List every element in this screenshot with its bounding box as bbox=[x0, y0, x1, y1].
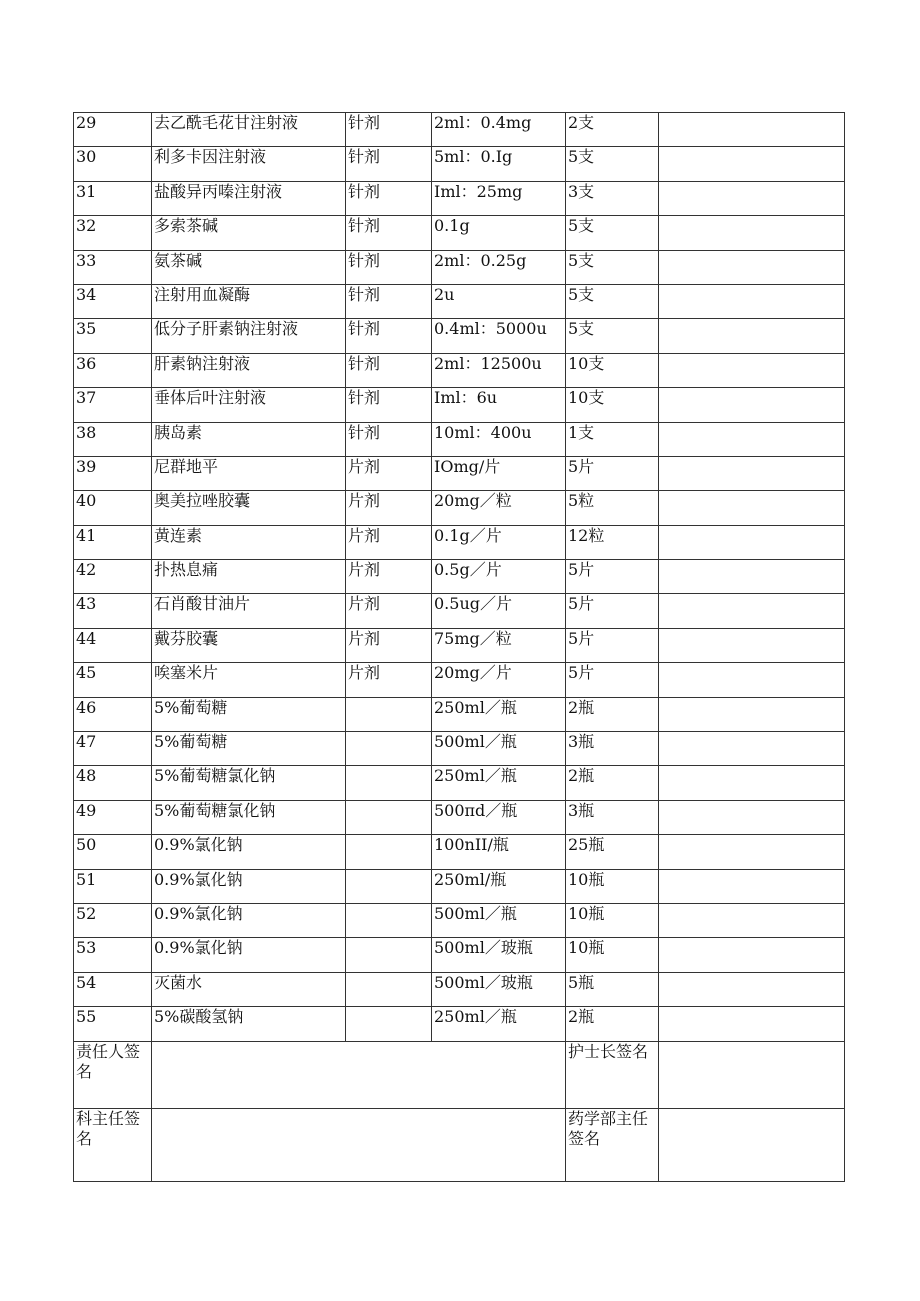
remarks-cell bbox=[659, 113, 845, 147]
dosage-form-cell: 片剂 bbox=[346, 456, 432, 490]
quantity-cell: 10瓶 bbox=[566, 938, 659, 972]
specification-cell: 0.1g bbox=[432, 216, 566, 250]
quantity-cell: 5片 bbox=[566, 594, 659, 628]
dosage-form-cell: 片剂 bbox=[346, 525, 432, 559]
row-number-cell: 41 bbox=[74, 525, 152, 559]
row-number-cell: 51 bbox=[74, 869, 152, 903]
dosage-form-cell bbox=[346, 1007, 432, 1041]
row-number-cell: 55 bbox=[74, 1007, 152, 1041]
drug-name-cell: 灭菌水 bbox=[152, 972, 346, 1006]
dosage-form-cell bbox=[346, 835, 432, 869]
remarks-cell bbox=[659, 835, 845, 869]
remarks-cell bbox=[659, 525, 845, 559]
quantity-cell: 3支 bbox=[566, 181, 659, 215]
quantity-cell: 2瓶 bbox=[566, 1007, 659, 1041]
quantity-cell: 5片 bbox=[566, 456, 659, 490]
remarks-cell bbox=[659, 353, 845, 387]
drug-name-cell: 盐酸异丙嗪注射液 bbox=[152, 181, 346, 215]
specification-cell: 250ml／瓶 bbox=[432, 697, 566, 731]
table-row bbox=[74, 697, 845, 731]
specification-cell: 250ml/瓶 bbox=[432, 869, 566, 903]
specification-cell: 2u bbox=[432, 284, 566, 318]
row-number-cell: 43 bbox=[74, 594, 152, 628]
remarks-cell bbox=[659, 147, 845, 181]
table-row bbox=[74, 732, 845, 766]
row-number-cell: 36 bbox=[74, 353, 152, 387]
specification-cell: 250ml／瓶 bbox=[432, 1007, 566, 1041]
dosage-form-cell: 片剂 bbox=[346, 560, 432, 594]
remarks-cell bbox=[659, 181, 845, 215]
specification-cell: 75mg／粒 bbox=[432, 628, 566, 662]
drug-name-cell: 扑热息痛 bbox=[152, 560, 346, 594]
specification-cell: 500ml／玻瓶 bbox=[432, 938, 566, 972]
dosage-form-cell: 针剂 bbox=[346, 216, 432, 250]
remarks-cell bbox=[659, 1007, 845, 1041]
drug-name-cell: 0.9%氯化钠 bbox=[152, 903, 346, 937]
drug-name-cell: 唉塞米片 bbox=[152, 663, 346, 697]
specification-cell: 100nII/瓶 bbox=[432, 835, 566, 869]
specification-cell: IOmg/片 bbox=[432, 456, 566, 490]
table-row bbox=[74, 560, 845, 594]
row-number-cell: 35 bbox=[74, 319, 152, 353]
row-number-cell: 38 bbox=[74, 422, 152, 456]
quantity-cell: 5支 bbox=[566, 250, 659, 284]
row-number-cell: 39 bbox=[74, 456, 152, 490]
remarks-cell bbox=[659, 491, 845, 525]
dosage-form-cell: 针剂 bbox=[346, 319, 432, 353]
row-number-cell: 29 bbox=[74, 113, 152, 147]
table-row bbox=[74, 628, 845, 662]
table-row bbox=[74, 250, 845, 284]
dosage-form-cell bbox=[346, 869, 432, 903]
remarks-cell bbox=[659, 628, 845, 662]
row-number-cell: 37 bbox=[74, 388, 152, 422]
remarks-cell bbox=[659, 800, 845, 834]
remarks-cell bbox=[659, 560, 845, 594]
dosage-form-cell bbox=[346, 903, 432, 937]
drug-name-cell: 戴芬胶囊 bbox=[152, 628, 346, 662]
quantity-cell: 5支 bbox=[566, 147, 659, 181]
table-row bbox=[74, 319, 845, 353]
remarks-cell bbox=[659, 422, 845, 456]
remarks-cell bbox=[659, 697, 845, 731]
row-number-cell: 34 bbox=[74, 284, 152, 318]
quantity-cell: 5片 bbox=[566, 628, 659, 662]
dosage-form-cell: 片剂 bbox=[346, 491, 432, 525]
row-number-cell: 33 bbox=[74, 250, 152, 284]
remarks-cell bbox=[659, 319, 845, 353]
specification-cell: 500πd／瓶 bbox=[432, 800, 566, 834]
specification-cell: 10ml：400u bbox=[432, 422, 566, 456]
row-number-cell: 31 bbox=[74, 181, 152, 215]
specification-cell: 20mg／粒 bbox=[432, 491, 566, 525]
drug-name-cell: 石肖酸甘油片 bbox=[152, 594, 346, 628]
row-number-cell: 44 bbox=[74, 628, 152, 662]
specification-cell: 500ml／瓶 bbox=[432, 903, 566, 937]
remarks-cell bbox=[659, 903, 845, 937]
remarks-cell bbox=[659, 732, 845, 766]
signature-section bbox=[74, 1041, 845, 1181]
dosage-form-cell: 针剂 bbox=[346, 181, 432, 215]
drug-name-cell: 胰岛素 bbox=[152, 422, 346, 456]
specification-cell: 20mg／片 bbox=[432, 663, 566, 697]
row-number-cell: 42 bbox=[74, 560, 152, 594]
dosage-form-cell bbox=[346, 697, 432, 731]
drug-table-body bbox=[74, 113, 845, 1042]
remarks-cell bbox=[659, 216, 845, 250]
quantity-cell: 5支 bbox=[566, 284, 659, 318]
quantity-cell: 3瓶 bbox=[566, 800, 659, 834]
remarks-cell bbox=[659, 250, 845, 284]
drug-name-cell: 注射用血凝酶 bbox=[152, 284, 346, 318]
quantity-cell: 12粒 bbox=[566, 525, 659, 559]
signature-row-2 bbox=[74, 1108, 845, 1181]
remarks-cell bbox=[659, 972, 845, 1006]
responsible-person-signature-label: 责任人签名 bbox=[74, 1041, 152, 1108]
row-number-cell: 48 bbox=[74, 766, 152, 800]
quantity-cell: 1支 bbox=[566, 422, 659, 456]
quantity-cell: 5粒 bbox=[566, 491, 659, 525]
drug-name-cell: 奥美拉唑胶囊 bbox=[152, 491, 346, 525]
drug-name-cell: 尼群地平 bbox=[152, 456, 346, 490]
pharmacy-director-signature-field[interactable] bbox=[659, 1108, 845, 1181]
specification-cell: 0.5ug／片 bbox=[432, 594, 566, 628]
dosage-form-cell bbox=[346, 732, 432, 766]
remarks-cell bbox=[659, 938, 845, 972]
dosage-form-cell: 针剂 bbox=[346, 147, 432, 181]
table-row bbox=[74, 456, 845, 490]
specification-cell: 2ml：0.25g bbox=[432, 250, 566, 284]
quantity-cell: 5片 bbox=[566, 560, 659, 594]
drug-name-cell: 氨茶碱 bbox=[152, 250, 346, 284]
drug-name-cell: 黄连素 bbox=[152, 525, 346, 559]
quantity-cell: 5片 bbox=[566, 663, 659, 697]
specification-cell: 2ml：12500u bbox=[432, 353, 566, 387]
dosage-form-cell bbox=[346, 972, 432, 1006]
table-row bbox=[74, 388, 845, 422]
specification-cell: Iml：25mg bbox=[432, 181, 566, 215]
quantity-cell: 25瓶 bbox=[566, 835, 659, 869]
drug-name-cell: 5%葡萄糖氯化钠 bbox=[152, 766, 346, 800]
table-row bbox=[74, 284, 845, 318]
drug-name-cell: 多索茶碱 bbox=[152, 216, 346, 250]
specification-cell: 2ml：0.4mg bbox=[432, 113, 566, 147]
quantity-cell: 10瓶 bbox=[566, 869, 659, 903]
row-number-cell: 40 bbox=[74, 491, 152, 525]
table-row bbox=[74, 525, 845, 559]
quantity-cell: 10支 bbox=[566, 353, 659, 387]
head-nurse-signature-label: 护士长签名 bbox=[566, 1041, 659, 1108]
dosage-form-cell: 片剂 bbox=[346, 663, 432, 697]
dosage-form-cell: 针剂 bbox=[346, 250, 432, 284]
drug-name-cell: 5%葡萄糖 bbox=[152, 697, 346, 731]
dosage-form-cell: 针剂 bbox=[346, 353, 432, 387]
row-number-cell: 49 bbox=[74, 800, 152, 834]
table-row bbox=[74, 147, 845, 181]
dosage-form-cell bbox=[346, 800, 432, 834]
row-number-cell: 50 bbox=[74, 835, 152, 869]
dept-director-signature-field[interactable] bbox=[152, 1108, 566, 1181]
dosage-form-cell: 针剂 bbox=[346, 113, 432, 147]
table-row bbox=[74, 216, 845, 250]
row-number-cell: 30 bbox=[74, 147, 152, 181]
quantity-cell: 5支 bbox=[566, 216, 659, 250]
dosage-form-cell: 针剂 bbox=[346, 422, 432, 456]
specification-cell: 500ml／玻瓶 bbox=[432, 972, 566, 1006]
quantity-cell: 2支 bbox=[566, 113, 659, 147]
quantity-cell: 5支 bbox=[566, 319, 659, 353]
table-row bbox=[74, 1007, 845, 1041]
specification-cell: 250ml／瓶 bbox=[432, 766, 566, 800]
drug-name-cell: 0.9%氯化钠 bbox=[152, 835, 346, 869]
table-row bbox=[74, 800, 845, 834]
quantity-cell: 10瓶 bbox=[566, 903, 659, 937]
quantity-cell: 2瓶 bbox=[566, 766, 659, 800]
specification-cell: 5ml：0.Ig bbox=[432, 147, 566, 181]
specification-cell: 0.4ml：5000u bbox=[432, 319, 566, 353]
quantity-cell: 10支 bbox=[566, 388, 659, 422]
specification-cell: Iml：6u bbox=[432, 388, 566, 422]
remarks-cell bbox=[659, 594, 845, 628]
table-row bbox=[74, 422, 845, 456]
quantity-cell: 3瓶 bbox=[566, 732, 659, 766]
row-number-cell: 54 bbox=[74, 972, 152, 1006]
signature-row-1 bbox=[74, 1041, 845, 1108]
row-number-cell: 32 bbox=[74, 216, 152, 250]
specification-cell: 0.1g／片 bbox=[432, 525, 566, 559]
table-row bbox=[74, 766, 845, 800]
dosage-form-cell: 针剂 bbox=[346, 388, 432, 422]
drug-name-cell: 5%碳酸氢钠 bbox=[152, 1007, 346, 1041]
row-number-cell: 45 bbox=[74, 663, 152, 697]
remarks-cell bbox=[659, 663, 845, 697]
dept-director-signature-label: 科主任签名 bbox=[74, 1108, 152, 1181]
pharmacy-director-signature-label: 药学部主任签名 bbox=[566, 1108, 659, 1181]
table-row bbox=[74, 663, 845, 697]
remarks-cell bbox=[659, 388, 845, 422]
table-row bbox=[74, 972, 845, 1006]
drug-name-cell: 垂体后叶注射液 bbox=[152, 388, 346, 422]
quantity-cell: 2瓶 bbox=[566, 697, 659, 731]
specification-cell: 0.5g／片 bbox=[432, 560, 566, 594]
dosage-form-cell: 片剂 bbox=[346, 628, 432, 662]
table-row bbox=[74, 113, 845, 147]
specification-cell: 500ml／瓶 bbox=[432, 732, 566, 766]
dosage-form-cell bbox=[346, 938, 432, 972]
dosage-form-cell: 片剂 bbox=[346, 594, 432, 628]
responsible-person-signature-field[interactable] bbox=[152, 1041, 566, 1108]
drug-name-cell: 0.9%氯化钠 bbox=[152, 869, 346, 903]
row-number-cell: 47 bbox=[74, 732, 152, 766]
drug-name-cell: 利多卡因注射液 bbox=[152, 147, 346, 181]
drug-name-cell: 去乙酰毛花甘注射液 bbox=[152, 113, 346, 147]
remarks-cell bbox=[659, 869, 845, 903]
remarks-cell bbox=[659, 456, 845, 490]
remarks-cell bbox=[659, 766, 845, 800]
quantity-cell: 5瓶 bbox=[566, 972, 659, 1006]
table-row bbox=[74, 835, 845, 869]
drug-inventory-table bbox=[73, 112, 845, 1182]
table-row bbox=[74, 903, 845, 937]
table-row bbox=[74, 869, 845, 903]
table-row bbox=[74, 594, 845, 628]
row-number-cell: 53 bbox=[74, 938, 152, 972]
table-row bbox=[74, 491, 845, 525]
table-row bbox=[74, 181, 845, 215]
drug-name-cell: 低分子肝素钠注射液 bbox=[152, 319, 346, 353]
dosage-form-cell bbox=[346, 766, 432, 800]
row-number-cell: 46 bbox=[74, 697, 152, 731]
row-number-cell: 52 bbox=[74, 903, 152, 937]
dosage-form-cell: 针剂 bbox=[346, 284, 432, 318]
table-row bbox=[74, 938, 845, 972]
table-row bbox=[74, 353, 845, 387]
drug-name-cell: 肝素钠注射液 bbox=[152, 353, 346, 387]
drug-name-cell: 5%葡萄糖 bbox=[152, 732, 346, 766]
drug-name-cell: 5%葡萄糖氯化钠 bbox=[152, 800, 346, 834]
drug-name-cell: 0.9%氯化钠 bbox=[152, 938, 346, 972]
head-nurse-signature-field[interactable] bbox=[659, 1041, 845, 1108]
remarks-cell bbox=[659, 284, 845, 318]
